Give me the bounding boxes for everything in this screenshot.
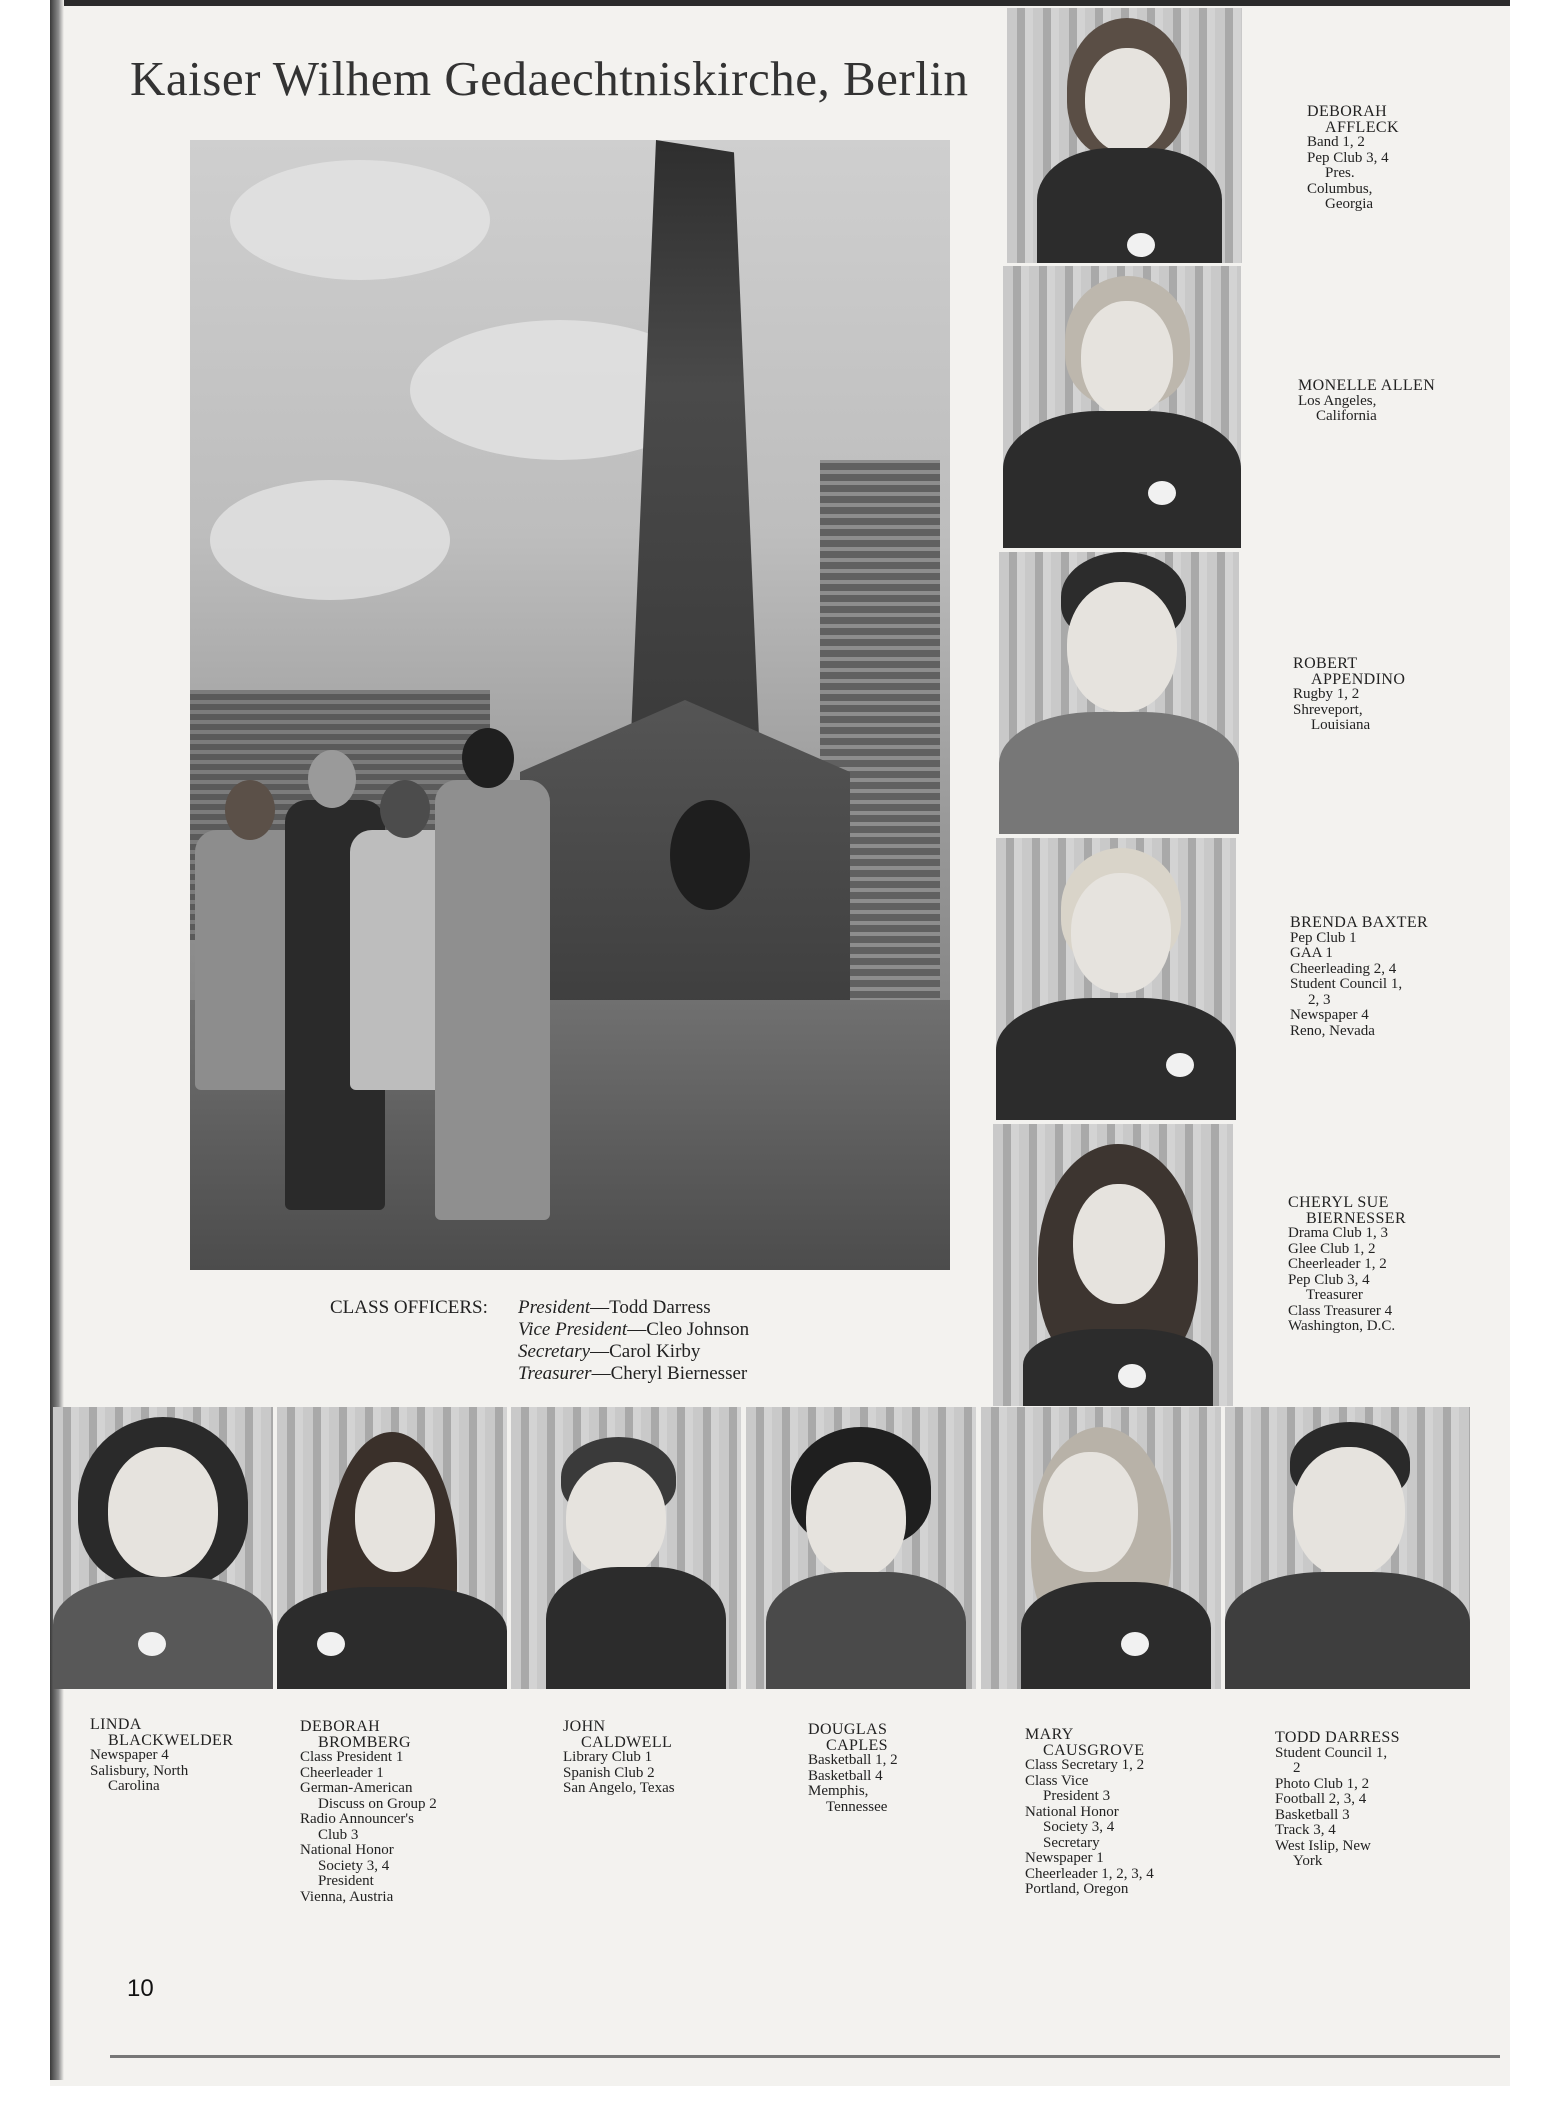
officer-name: —Cleo Johnson — [627, 1319, 750, 1340]
caption-line: Class Treasurer 4 — [1288, 1302, 1393, 1319]
caption-line: Cheerleader 1, 2, 3, 4 — [1025, 1865, 1154, 1882]
student-caption — [300, 1719, 437, 1905]
caption-line: Band 1, 2 — [1307, 134, 1365, 150]
corsage — [1118, 1364, 1146, 1388]
caption-line: Columbus, — [1307, 180, 1373, 197]
caption-line: Basketball 1, 2 — [808, 1752, 898, 1768]
officer-name: —Carol Kirby — [590, 1341, 701, 1362]
caption-line: Cheerleading 2, 4 — [1290, 960, 1397, 977]
caption-line: Class President 1 — [300, 1749, 404, 1765]
student-head — [308, 750, 356, 808]
portrait-photo — [511, 1407, 741, 1689]
caption-line: York — [1293, 1853, 1323, 1869]
student-name: TODD DARRESS — [1275, 1729, 1400, 1746]
student-head — [462, 728, 514, 788]
caption-line: Basketball 4 — [808, 1767, 883, 1784]
caption-line: Spanish Club 2 — [563, 1764, 655, 1781]
caption-line: Basketball 3 — [1275, 1806, 1350, 1823]
student-name: AFFLECK — [1325, 118, 1399, 136]
page-number: 10 — [127, 1975, 154, 2002]
face — [355, 1462, 435, 1572]
caption-line: Newspaper 4 — [1290, 1007, 1369, 1023]
church-arch-window — [670, 800, 750, 910]
student-name: CAUSGROVE — [1043, 1741, 1145, 1759]
caption-line: Glee Club 1, 2 — [1288, 1240, 1376, 1257]
caption-line: Memphis, — [808, 1783, 869, 1799]
caption-line: Reno, Nevada — [1290, 1022, 1375, 1039]
student-name: BROMBERG — [318, 1733, 411, 1751]
caption-line: Class Secretary 1, 2 — [1025, 1757, 1145, 1773]
caption-line: Los Angeles, — [1298, 392, 1377, 409]
caption-line: Portland, Oregon — [1025, 1881, 1129, 1897]
portrait-photo — [53, 1407, 273, 1689]
caption-line: Pres. — [1325, 165, 1355, 181]
corsage — [1166, 1053, 1194, 1077]
caption-line: Secretary — [1043, 1834, 1100, 1851]
student-name: DEBORAH — [300, 1718, 381, 1735]
ruined-church-tower — [630, 140, 760, 760]
caption-line: California — [1316, 408, 1377, 424]
portrait-photo — [1003, 266, 1241, 548]
caption-line: Carolina — [108, 1778, 160, 1794]
face — [1293, 1447, 1405, 1577]
face — [1073, 1184, 1165, 1304]
caption-line: Discuss on Group 2 — [318, 1795, 437, 1812]
caption-line: Treasurer — [1306, 1287, 1363, 1303]
page-binding-shadow — [50, 0, 64, 2080]
officer-name: —Todd Darress — [590, 1297, 711, 1318]
student-name: BLACKWELDER — [108, 1731, 234, 1749]
page-bottom-edge — [110, 2055, 1500, 2058]
class-officers-list — [518, 1297, 749, 1385]
face — [108, 1447, 218, 1577]
caption-line: National Honor — [1025, 1803, 1119, 1820]
caption-line: Photo Club 1, 2 — [1275, 1775, 1370, 1792]
corsage — [138, 1632, 166, 1656]
student-head — [225, 780, 275, 840]
page-title: Kaiser Wilhem Gedaechtniskirche, Berlin — [130, 51, 969, 106]
portrait-photo — [1007, 8, 1242, 263]
officer-line — [518, 1319, 749, 1341]
caption-line: President — [318, 1873, 374, 1889]
caption-line: Shreveport, — [1293, 701, 1363, 718]
caption-line: Salisbury, North — [90, 1762, 189, 1779]
torso — [1003, 411, 1241, 548]
caption-line: German-American — [300, 1780, 413, 1796]
officer-role: President — [518, 1297, 591, 1318]
caption-line: Pep Club 1 — [1290, 929, 1357, 946]
student-figure — [435, 780, 550, 1220]
corsage — [1127, 233, 1155, 257]
student-name: CHERYL SUE — [1288, 1194, 1389, 1211]
portrait-photo — [996, 838, 1236, 1120]
cloud — [230, 160, 490, 280]
caption-line: Pep Club 3, 4 — [1288, 1271, 1370, 1288]
face — [1043, 1452, 1138, 1572]
caption-line: Pep Club 3, 4 — [1307, 149, 1389, 166]
caption-line: President 3 — [1043, 1788, 1111, 1804]
caption-line: Student Council 1, — [1290, 976, 1403, 992]
torso — [1225, 1572, 1470, 1689]
officer-role: Treasurer — [518, 1363, 592, 1384]
portrait-photo — [746, 1407, 976, 1689]
caption-line: Drama Club 1, 3 — [1288, 1225, 1388, 1241]
corsage — [317, 1632, 345, 1656]
church-photo — [190, 140, 950, 1270]
officer-role: Secretary — [518, 1341, 591, 1362]
caption-line: Society 3, 4 — [318, 1857, 390, 1874]
caption-line: Club 3 — [318, 1826, 359, 1843]
student-caption — [1290, 915, 1428, 1039]
student-caption — [1307, 104, 1399, 213]
student-caption — [1275, 1730, 1400, 1870]
officer-line — [518, 1341, 749, 1363]
student-name: MONELLE ALLEN — [1298, 377, 1436, 394]
student-name: BIERNESSER — [1306, 1209, 1407, 1227]
class-officers-label: CLASS OFFICERS: — [330, 1297, 488, 1318]
caption-line: Track 3, 4 — [1275, 1822, 1336, 1838]
portrait-photo — [981, 1407, 1221, 1689]
caption-line: Georgia — [1325, 196, 1374, 212]
student-name: CAPLES — [826, 1736, 888, 1754]
officer-line — [518, 1363, 749, 1385]
caption-line: Cheerleader 1 — [300, 1764, 384, 1781]
face — [806, 1462, 906, 1577]
student-name: ROBERT — [1293, 655, 1358, 672]
student-name: APPENDINO — [1311, 670, 1406, 688]
caption-line: Washington, D.C. — [1288, 1318, 1396, 1334]
caption-line: Louisiana — [1311, 717, 1371, 733]
corsage — [1121, 1632, 1149, 1656]
caption-line: National Honor — [300, 1842, 394, 1858]
face — [1071, 873, 1171, 993]
portrait-photo — [1225, 1407, 1470, 1689]
student-name: JOHN — [563, 1718, 606, 1735]
torso — [1023, 1329, 1213, 1406]
student-name: BRENDA BAXTER — [1290, 914, 1429, 931]
cloud — [210, 480, 450, 600]
torso — [996, 998, 1236, 1120]
officer-line — [518, 1297, 749, 1319]
caption-line: Newspaper 1 — [1025, 1850, 1104, 1866]
caption-line: Tennessee — [826, 1798, 888, 1815]
student-name: CALDWELL — [581, 1733, 673, 1751]
student-name: MARY — [1025, 1726, 1074, 1743]
student-name: DOUGLAS — [808, 1721, 888, 1738]
student-caption — [808, 1722, 898, 1815]
caption-line: San Angelo, Texas — [563, 1780, 675, 1796]
caption-line: Football 2, 3, 4 — [1275, 1791, 1367, 1807]
face — [1067, 582, 1177, 712]
torso — [53, 1577, 273, 1689]
student-caption — [90, 1717, 233, 1795]
caption-line: Rugby 1, 2 — [1293, 686, 1360, 702]
caption-line: Newspaper 4 — [90, 1747, 169, 1763]
student-caption — [1025, 1727, 1154, 1898]
officer-role: Vice President — [518, 1319, 628, 1340]
caption-line: Library Club 1 — [563, 1749, 653, 1765]
face — [1085, 48, 1170, 153]
officer-name: —Cheryl Biernesser — [591, 1363, 748, 1384]
student-caption — [563, 1719, 675, 1797]
student-name: LINDA — [90, 1716, 142, 1733]
student-name: DEBORAH — [1307, 103, 1388, 120]
caption-line: Society 3, 4 — [1043, 1819, 1115, 1835]
student-caption — [1293, 656, 1405, 734]
student-caption — [1298, 378, 1435, 425]
caption-line: GAA 1 — [1290, 945, 1333, 961]
portrait-photo — [993, 1124, 1233, 1406]
torso — [277, 1587, 507, 1689]
face — [1081, 301, 1173, 416]
torso — [999, 712, 1239, 834]
student-head — [380, 780, 430, 838]
torso — [1021, 1582, 1211, 1689]
face — [566, 1462, 666, 1577]
caption-line: 2 — [1293, 1760, 1301, 1776]
caption-line: Cheerleader 1, 2 — [1288, 1256, 1387, 1272]
portrait-photo — [999, 552, 1239, 834]
torso — [546, 1567, 726, 1689]
caption-line: Student Council 1, — [1275, 1744, 1388, 1761]
portrait-photo — [277, 1407, 507, 1689]
torso — [766, 1572, 966, 1689]
caption-line: Radio Announcer's — [300, 1811, 414, 1827]
corsage — [1148, 481, 1176, 505]
caption-line: West Islip, New — [1275, 1837, 1371, 1854]
caption-line: 2, 3 — [1308, 991, 1331, 1008]
caption-line: Vienna, Austria — [300, 1888, 394, 1905]
student-caption — [1288, 1195, 1406, 1335]
caption-line: Class Vice — [1025, 1772, 1089, 1789]
